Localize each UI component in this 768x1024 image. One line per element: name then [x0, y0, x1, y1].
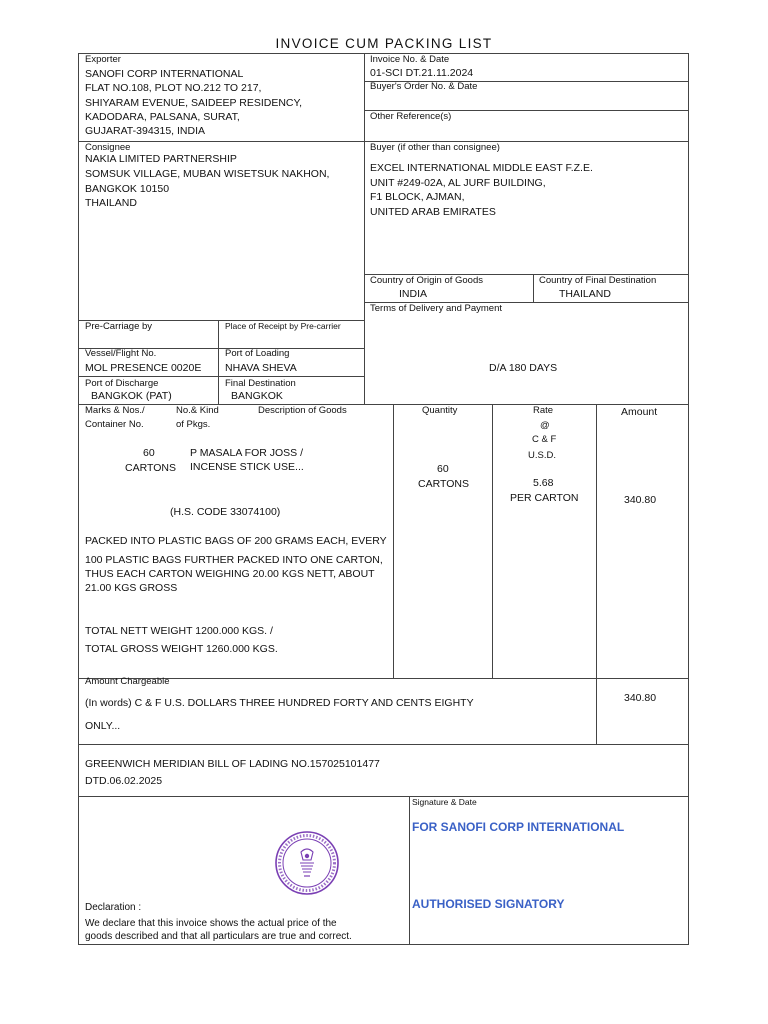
buyer-line: UNITED ARAB EMIRATES — [370, 206, 496, 218]
bill-of-lading: GREENWICH MERIDIAN BILL OF LADING NO.157025101477 — [85, 758, 380, 770]
kind-header: No.& Kind — [176, 405, 219, 416]
buyer-line: UNIT #249-02A, AL JURF BUILDING, — [370, 177, 546, 189]
total-gross-weight: TOTAL GROSS WEIGHT 1260.000 KGS. — [85, 643, 278, 655]
consignee-line: NAKIA LIMITED PARTNERSHIP — [85, 153, 237, 165]
invoice-label: Invoice No. & Date — [370, 54, 450, 65]
buyer-line: F1 BLOCK, AJMAN, — [370, 191, 465, 203]
goods-description: P MASALA FOR JOSS / — [190, 447, 304, 459]
origin-value: INDIA — [399, 288, 428, 300]
declaration-label: Declaration : — [85, 902, 142, 913]
exporter-line: FLAT NO.108, PLOT NO.212 TO 217, — [85, 82, 262, 94]
final-destination-label: Final Destination — [225, 378, 296, 389]
consignee-label: Consignee — [85, 142, 131, 153]
packing-line: 100 PLASTIC BAGS FURTHER PACKED INTO ONE CARTON, — [85, 554, 383, 566]
origin-label: Country of Origin of Goods — [370, 275, 483, 286]
quantity-header: Quantity — [422, 405, 458, 416]
company-seal-stamp — [274, 830, 340, 896]
exporter-line: KADODARA, PALSANA, SURAT, — [85, 111, 240, 123]
port-of-discharge-value: BANGKOK (PAT) — [91, 390, 172, 402]
exporter-label: Exporter — [85, 54, 121, 65]
packing-line: 21.00 KGS GROSS — [85, 582, 178, 594]
buyers-order-label: Buyer's Order No. & Date — [370, 81, 478, 92]
consignee-line: BANGKOK 10150 — [85, 183, 170, 195]
rate-header: Rate — [533, 405, 554, 416]
packing-line: THUS EACH CARTON WEIGHING 20.00 KGS NETT, ABOUT — [85, 568, 375, 580]
amount-in-words-cont: ONLY... — [85, 720, 121, 732]
port-of-loading-label: Port of Loading — [225, 348, 290, 359]
container-header: Container No. — [85, 419, 144, 430]
marks-header: Marks & Nos./ — [85, 405, 145, 416]
authorised-signatory: AUTHORISED SIGNATORY — [412, 897, 565, 911]
bill-of-lading-date: DTD.06.02.2025 — [85, 775, 163, 787]
quantity-value: 60 — [437, 463, 449, 475]
exporter-line: GUJARAT-394315, INDIA — [85, 125, 206, 137]
amount-chargeable-label: Amount Chargeable — [85, 676, 170, 687]
consignee-line: SOMSUK VILLAGE, MUBAN WISETSUK NAKHON, — [85, 168, 330, 180]
rate-unit: PER CARTON — [510, 492, 579, 504]
buyer-label: Buyer (if other than consignee) — [370, 142, 500, 153]
vessel-value: MOL PRESENCE 0020E — [85, 362, 202, 374]
exporter-line: SANOFI CORP INTERNATIONAL — [85, 68, 244, 80]
final-destination-country-value: THAILAND — [559, 288, 611, 300]
terms-label: Terms of Delivery and Payment — [370, 303, 502, 314]
invoice-value: 01-SCI DT.21.11.2024 — [370, 67, 474, 79]
signature-label: Signature & Date — [412, 797, 477, 807]
total-nett-weight: TOTAL NETT WEIGHT 1200.000 KGS. / — [85, 625, 273, 637]
rate-basis: C & F — [532, 434, 557, 445]
port-of-loading-value: NHAVA SHEVA — [225, 362, 297, 374]
buyer-line: EXCEL INTERNATIONAL MIDDLE EAST F.Z.E. — [370, 162, 593, 174]
consignee-line: THAILAND — [85, 197, 137, 209]
description-header: Description of Goods — [258, 405, 347, 416]
amount-header: Amount — [621, 406, 658, 418]
packing-line: PACKED INTO PLASTIC BAGS OF 200 GRAMS EACH, EVERY — [85, 535, 387, 547]
hs-code: (H.S. CODE 33074100) — [170, 506, 281, 518]
rate-currency: U.S.D. — [528, 450, 556, 461]
place-of-receipt-label: Place of Receipt by Pre-carrier — [225, 321, 341, 331]
pkgs-header: of Pkgs. — [176, 419, 211, 430]
quantity-unit: CARTONS — [418, 478, 469, 490]
final-destination-value: BANGKOK — [231, 390, 283, 402]
final-destination-country-label: Country of Final Destination — [539, 275, 657, 286]
declaration-text: We declare that this invoice shows the actual price of the — [85, 918, 337, 929]
goods-description: INCENSE STICK USE... — [190, 461, 304, 473]
rate-at: @ — [540, 420, 550, 431]
exporter-line: SHIYARAM EVENUE, SAIDEEP RESIDENCY, — [85, 97, 303, 109]
total-amount: 340.80 — [624, 692, 657, 704]
other-reference-label: Other Reference(s) — [370, 111, 452, 122]
for-company: FOR SANOFI CORP INTERNATIONAL — [412, 820, 625, 834]
packages-unit: CARTONS — [125, 462, 176, 474]
amount-in-words: (In words) C & F U.S. DOLLARS THREE HUNDRED FORTY AND CENTS EIGHTY — [85, 697, 474, 709]
line-amount: 340.80 — [624, 494, 657, 506]
pre-carriage-label: Pre-Carriage by — [85, 321, 153, 332]
packages-count: 60 — [143, 447, 155, 459]
document-title: INVOICE CUM PACKING LIST — [275, 36, 493, 51]
declaration-text: goods described and that all particulars are true and correct. — [85, 931, 352, 942]
rate-value: 5.68 — [533, 477, 554, 489]
terms-value: D/A 180 DAYS — [489, 362, 558, 374]
vessel-label: Vessel/Flight No. — [85, 348, 157, 359]
port-of-discharge-label: Port of Discharge — [85, 378, 159, 389]
